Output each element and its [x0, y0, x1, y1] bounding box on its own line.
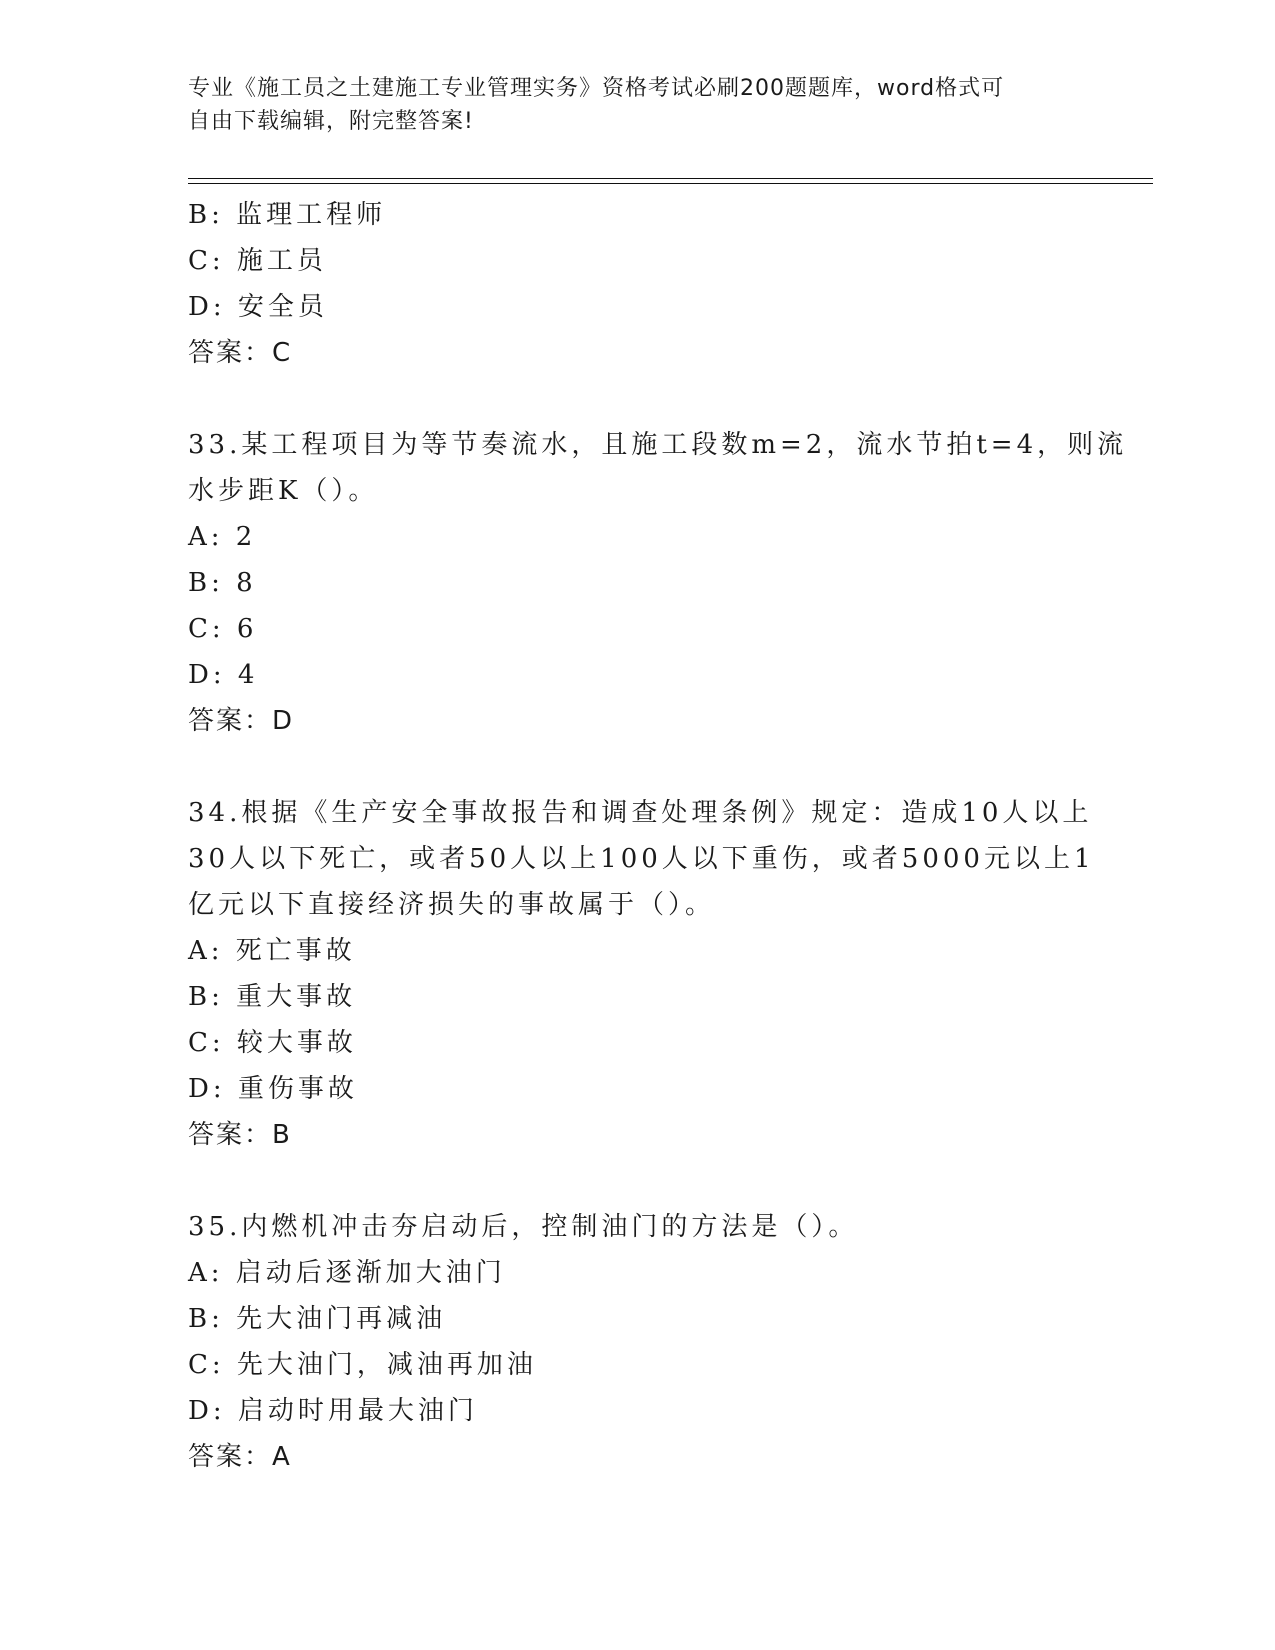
- option-b: B: 监理工程师: [188, 200, 387, 230]
- option-b: B: 8: [188, 568, 257, 598]
- option-c: C: 施工员: [188, 246, 327, 276]
- option-d: D: 重伤事故: [188, 1074, 358, 1104]
- answer-line: 答案：A: [188, 1442, 292, 1472]
- question-32-remainder: [188, 192, 1068, 376]
- question-35: [188, 1204, 1068, 1480]
- document-header: [188, 72, 1068, 138]
- header-line-2: 自由下载编辑，附完整答案!: [188, 109, 474, 134]
- option-c: C: 较大事故: [188, 1028, 357, 1058]
- option-d: D: 4: [188, 660, 259, 690]
- question-text-line: 33.某工程项目为等节奏流水，且施工段数m=2，流水节拍t=4，则流: [188, 430, 1128, 460]
- question-list: [188, 192, 1128, 1480]
- header-line-1: 专业《施工员之土建施工专业管理实务》资格考试必刷200题题库，word格式可: [188, 76, 1005, 101]
- spacer: [188, 376, 1068, 422]
- header-divider-bottom: [188, 183, 1153, 184]
- option-b: B: 先大油门再减油: [188, 1304, 447, 1334]
- option-b: B: 重大事故: [188, 982, 357, 1012]
- option-c: C: 6: [188, 614, 258, 644]
- option-a: A: 死亡事故: [188, 936, 356, 966]
- question-text-line: 亿元以下直接经济损失的事故属于（）。: [188, 890, 716, 920]
- question-33: [188, 422, 1128, 744]
- option-d: D: 安全员: [188, 292, 328, 322]
- question-text-line: 水步距K（）。: [188, 476, 379, 506]
- question-text-line: 34.根据《生产安全事故报告和调查处理条例》规定：造成10人以上: [188, 798, 1093, 828]
- question-text-line: 30人以下死亡，或者50人以上100人以下重伤，或者5000元以上1: [188, 844, 1095, 874]
- option-a: A: 启动后逐渐加大油门: [188, 1258, 506, 1288]
- header-divider-top: [188, 178, 1153, 179]
- spacer: [188, 744, 1068, 790]
- answer-line: 答案：D: [188, 706, 295, 736]
- spacer: [188, 1158, 1068, 1204]
- answer-line: 答案：C: [188, 338, 293, 368]
- question-34: [188, 790, 1095, 1158]
- option-d: D: 启动时用最大油门: [188, 1396, 478, 1426]
- answer-line: 答案：B: [188, 1120, 292, 1150]
- question-text-line: 35.内燃机冲击夯启动后，控制油门的方法是（）。: [188, 1212, 859, 1242]
- option-a: A: 2: [188, 522, 257, 552]
- option-c: C: 先大油门，减油再加油: [188, 1350, 537, 1380]
